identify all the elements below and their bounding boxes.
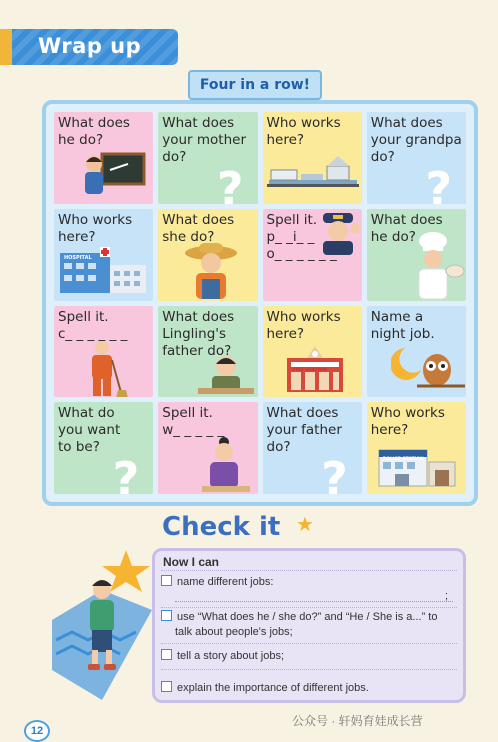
watermark: 公众号 · 轩妈育娃成长营 xyxy=(292,714,423,728)
check-it-panel xyxy=(152,548,466,703)
checkbox[interactable] xyxy=(161,610,172,621)
game-board xyxy=(42,100,478,506)
question-mark-icon: ? xyxy=(321,452,348,494)
fire-station-sign: FIRE STATION xyxy=(292,367,327,373)
checkbox[interactable] xyxy=(161,649,172,660)
cell-text: Who works here? xyxy=(266,115,341,148)
check-item-text: explain the importance of different jobs. xyxy=(177,682,369,694)
check-it-title: Check it xyxy=(162,512,281,542)
cell-12[interactable] xyxy=(367,306,466,398)
cell-10[interactable] xyxy=(158,306,257,398)
cell-1[interactable] xyxy=(54,112,153,204)
cell-14[interactable] xyxy=(158,402,257,494)
cell-text: What does your father do? xyxy=(266,405,342,456)
star-icon: ★ xyxy=(296,514,314,536)
cell-text: Who works here? xyxy=(58,211,133,245)
cell-3[interactable] xyxy=(263,112,362,204)
check-item-3[interactable] xyxy=(161,649,284,664)
divider xyxy=(161,570,457,571)
divider xyxy=(161,607,457,608)
cell-15[interactable] xyxy=(263,402,362,494)
train-station-icon xyxy=(267,152,359,198)
checkbox[interactable] xyxy=(161,681,172,692)
cell-text: Who works here? xyxy=(266,308,341,342)
cell-text: What do you want to be? xyxy=(58,405,121,456)
cell-4[interactable] xyxy=(367,112,466,204)
game-grid xyxy=(54,112,466,494)
cell-text: Spell it. p_ _i_ _ o_ _ _ _ _ _ xyxy=(266,211,337,262)
cell-6[interactable] xyxy=(158,209,257,301)
page-number: 12 xyxy=(24,720,50,742)
divider xyxy=(161,643,457,644)
police-station-sign: POLICE STATION xyxy=(382,457,424,463)
answer-line[interactable] xyxy=(175,601,453,602)
checkbox[interactable] xyxy=(161,575,172,586)
cleaner-icon xyxy=(88,340,128,398)
cell-5[interactable] xyxy=(54,209,153,301)
check-item-2[interactable] xyxy=(161,610,437,625)
cell-text: What does your grandpa do? xyxy=(370,115,462,165)
check-item-text: tell a story about jobs; xyxy=(177,650,285,662)
cell-2[interactable] xyxy=(158,112,257,204)
girl-with-star-illustration xyxy=(42,550,156,710)
cell-text: What does he do? xyxy=(58,115,130,148)
four-in-a-row-title: Four in a row! xyxy=(188,70,322,100)
worker-woman-icon xyxy=(202,436,250,494)
cell-text: Name a night job. xyxy=(370,308,435,342)
cell-text: What does he do? xyxy=(370,211,443,245)
hospital-sign: HOSPITAL xyxy=(64,254,92,261)
cell-8[interactable] xyxy=(367,209,466,301)
cell-text: Spell it. c_ _ _ _ _ _ xyxy=(58,308,128,342)
cell-16[interactable] xyxy=(367,402,466,494)
divider xyxy=(161,669,457,670)
teacher-icon xyxy=(80,150,146,196)
check-item-2-cont: talk about people's jobs; xyxy=(175,626,293,638)
question-mark-icon: ? xyxy=(425,161,452,204)
farmer-icon xyxy=(184,241,238,301)
cell-13[interactable] xyxy=(54,402,153,494)
cell-text: Who works here? xyxy=(370,405,445,439)
wrap-up-title: Wrap up xyxy=(38,34,142,58)
cell-11[interactable] xyxy=(263,306,362,398)
cell-text: Spell it. w_ _ _ _ _ xyxy=(162,405,225,439)
cell-text: What does your mother do? xyxy=(162,115,247,165)
question-mark-icon: ? xyxy=(216,161,244,204)
banner-accent xyxy=(0,29,12,65)
question-mark-icon: ? xyxy=(112,452,140,494)
wrap-up-banner xyxy=(0,29,178,65)
cell-7[interactable] xyxy=(263,209,362,301)
cell-text: What does she do? xyxy=(162,211,235,245)
check-item-text: name different jobs: xyxy=(177,576,274,588)
cell-text: What does Lingling's father do? xyxy=(162,308,235,359)
now-i-can-heading: Now I can xyxy=(163,555,220,569)
check-item-1[interactable] xyxy=(161,575,273,590)
owl-moon-icon xyxy=(391,342,465,394)
cell-9[interactable] xyxy=(54,306,153,398)
semicolon: ; xyxy=(445,590,449,602)
check-item-text: use “What does he / she do?” and “He / She is a...” to xyxy=(177,611,438,623)
writer-icon xyxy=(198,354,254,396)
check-item-4[interactable] xyxy=(161,681,369,696)
